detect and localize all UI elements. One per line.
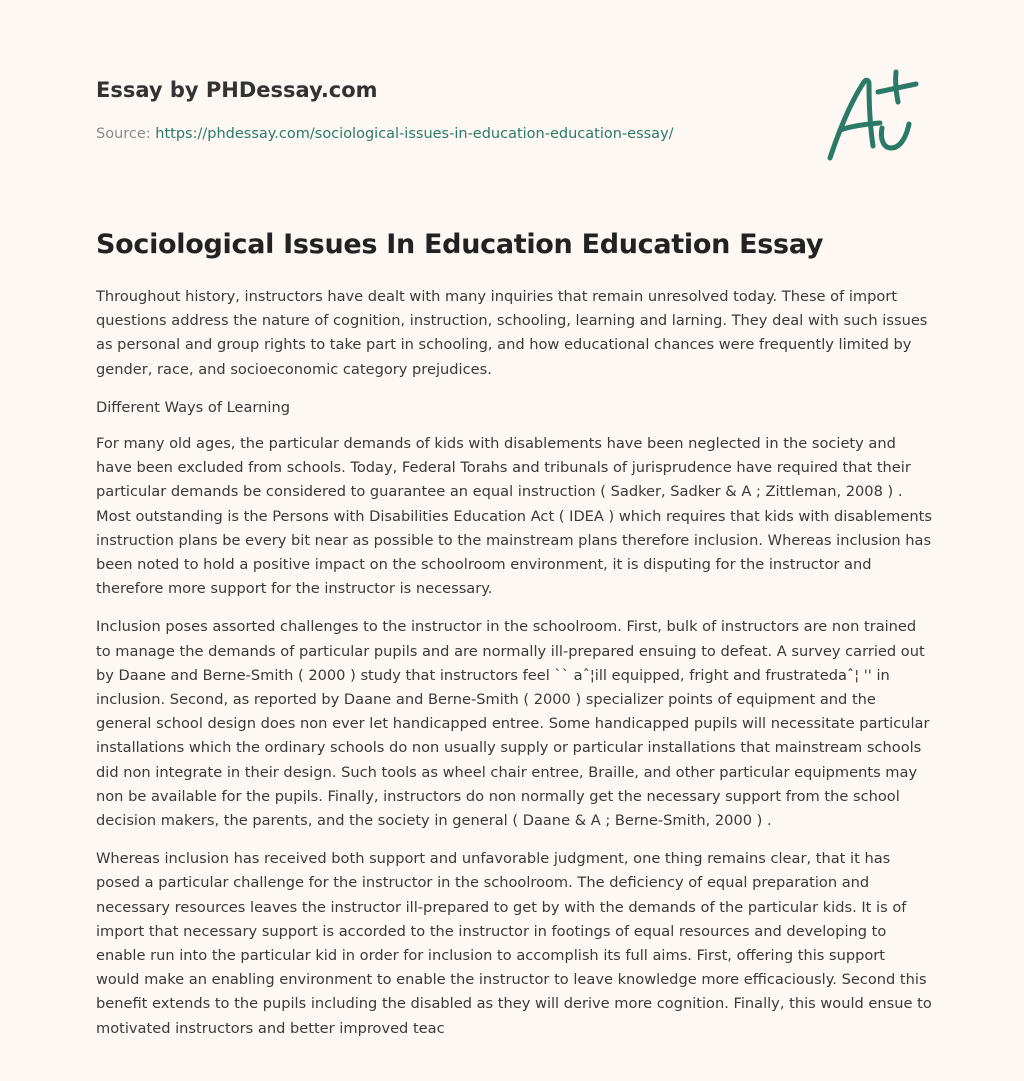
- essay-paragraph: Inclusion poses assorted challenges to the instructor in the schoolroom. First, bulk of instructors are non trained to manage the demands of particular pupils and are normally ill-prepared ensuing to defeat. A survey carried out by Daane and Berne-Smith ( 2000 ) study that instructors feel `` aˆ¦ill equipped, fright and frustratedaˆ¦ '' in inclusion. Second, as reported by Daane and Berne-Smith ( 2000 ) specializer points of equipment and the general school design does non ever let handicapped entree. Some handicapped pupils will necessitate particular installations which the ordinary schools do non usually supply or particular installations that mainstream schools did non integrate in their design. Such tools as wheel chair entree, Braille, and other particular equipments may non be available for the pupils. Finally, instructors do non normally get the necessary support from the school decision makers, the parents, and the society in general ( Daane & A ; Berne-Smith, 2000 ) .: [96, 618, 930, 830]
- essay-subheading: Different Ways of Learning: [96, 398, 290, 416]
- essay-paragraph: For many old ages, the particular demands of kids with disablements have been neglected in the society and have been excluded from schools. Today, Federal Torahs and tribunals of jurisprudence have required that their particular demands be considered to guarantee an equal instruction ( Sadker, Sadker & A ; Zittleman, 2008 ) . Most outstanding is the Persons with Disabilities Education Act ( IDEA ) which requires that kids with disablements instruction plans be every bit near as possible to the mainstream plans therefore inclusion. Whereas inclusion has been noted to hold a positive impact on the schoolroom environment, it is disputing for the instructor and therefore more support for the instructor is necessary.: [96, 435, 932, 598]
- source-label: Source:: [96, 126, 151, 142]
- essay-paragraph: Whereas inclusion has received both support and unfavorable judgment, one thing remains clear, that it has posed a particular challenge for the instructor in the schoolroom. The deficiency of equal preparation and necessary resources leaves the instructor ill-prepared to get by with the demands of the particular kids. It is of import that necessary support is accorded to the instructor in footings of equal resources and developing to enable run into the particular kid in order for inclusion to accomplish its full aims. First, offering this support would make an enabling environment to enable the instructor to leave knowledge more efficaciously. Second this benefit extends to the pupils including the disabled as they will derive more cognition. Finally, this would ensue to motivated instructors and better improved teac: [96, 850, 932, 1037]
- a-plus-logo-icon: [820, 68, 930, 168]
- site-brand: Essay by PHDessay.com: [96, 78, 378, 102]
- essay-paragraph: Throughout history, instructors have dealt with many inquiries that remain unresolved today. These of import questions address the nature of cognition, instruction, schooling, learning and larning. They deal with such issues as personal and group rights to take part in schooling, and how educational chances were frequently limited by gender, race, and socioeconomic category prejudices.: [96, 288, 928, 378]
- page-header: [96, 76, 796, 144]
- source-link[interactable]: https://phdessay.com/sociological-issues-in-education-education-essay/: [155, 126, 674, 142]
- source-line: [96, 124, 796, 144]
- essay-body: [96, 285, 932, 1055]
- essay-title: Sociological Issues In Education Education Essay: [96, 229, 824, 260]
